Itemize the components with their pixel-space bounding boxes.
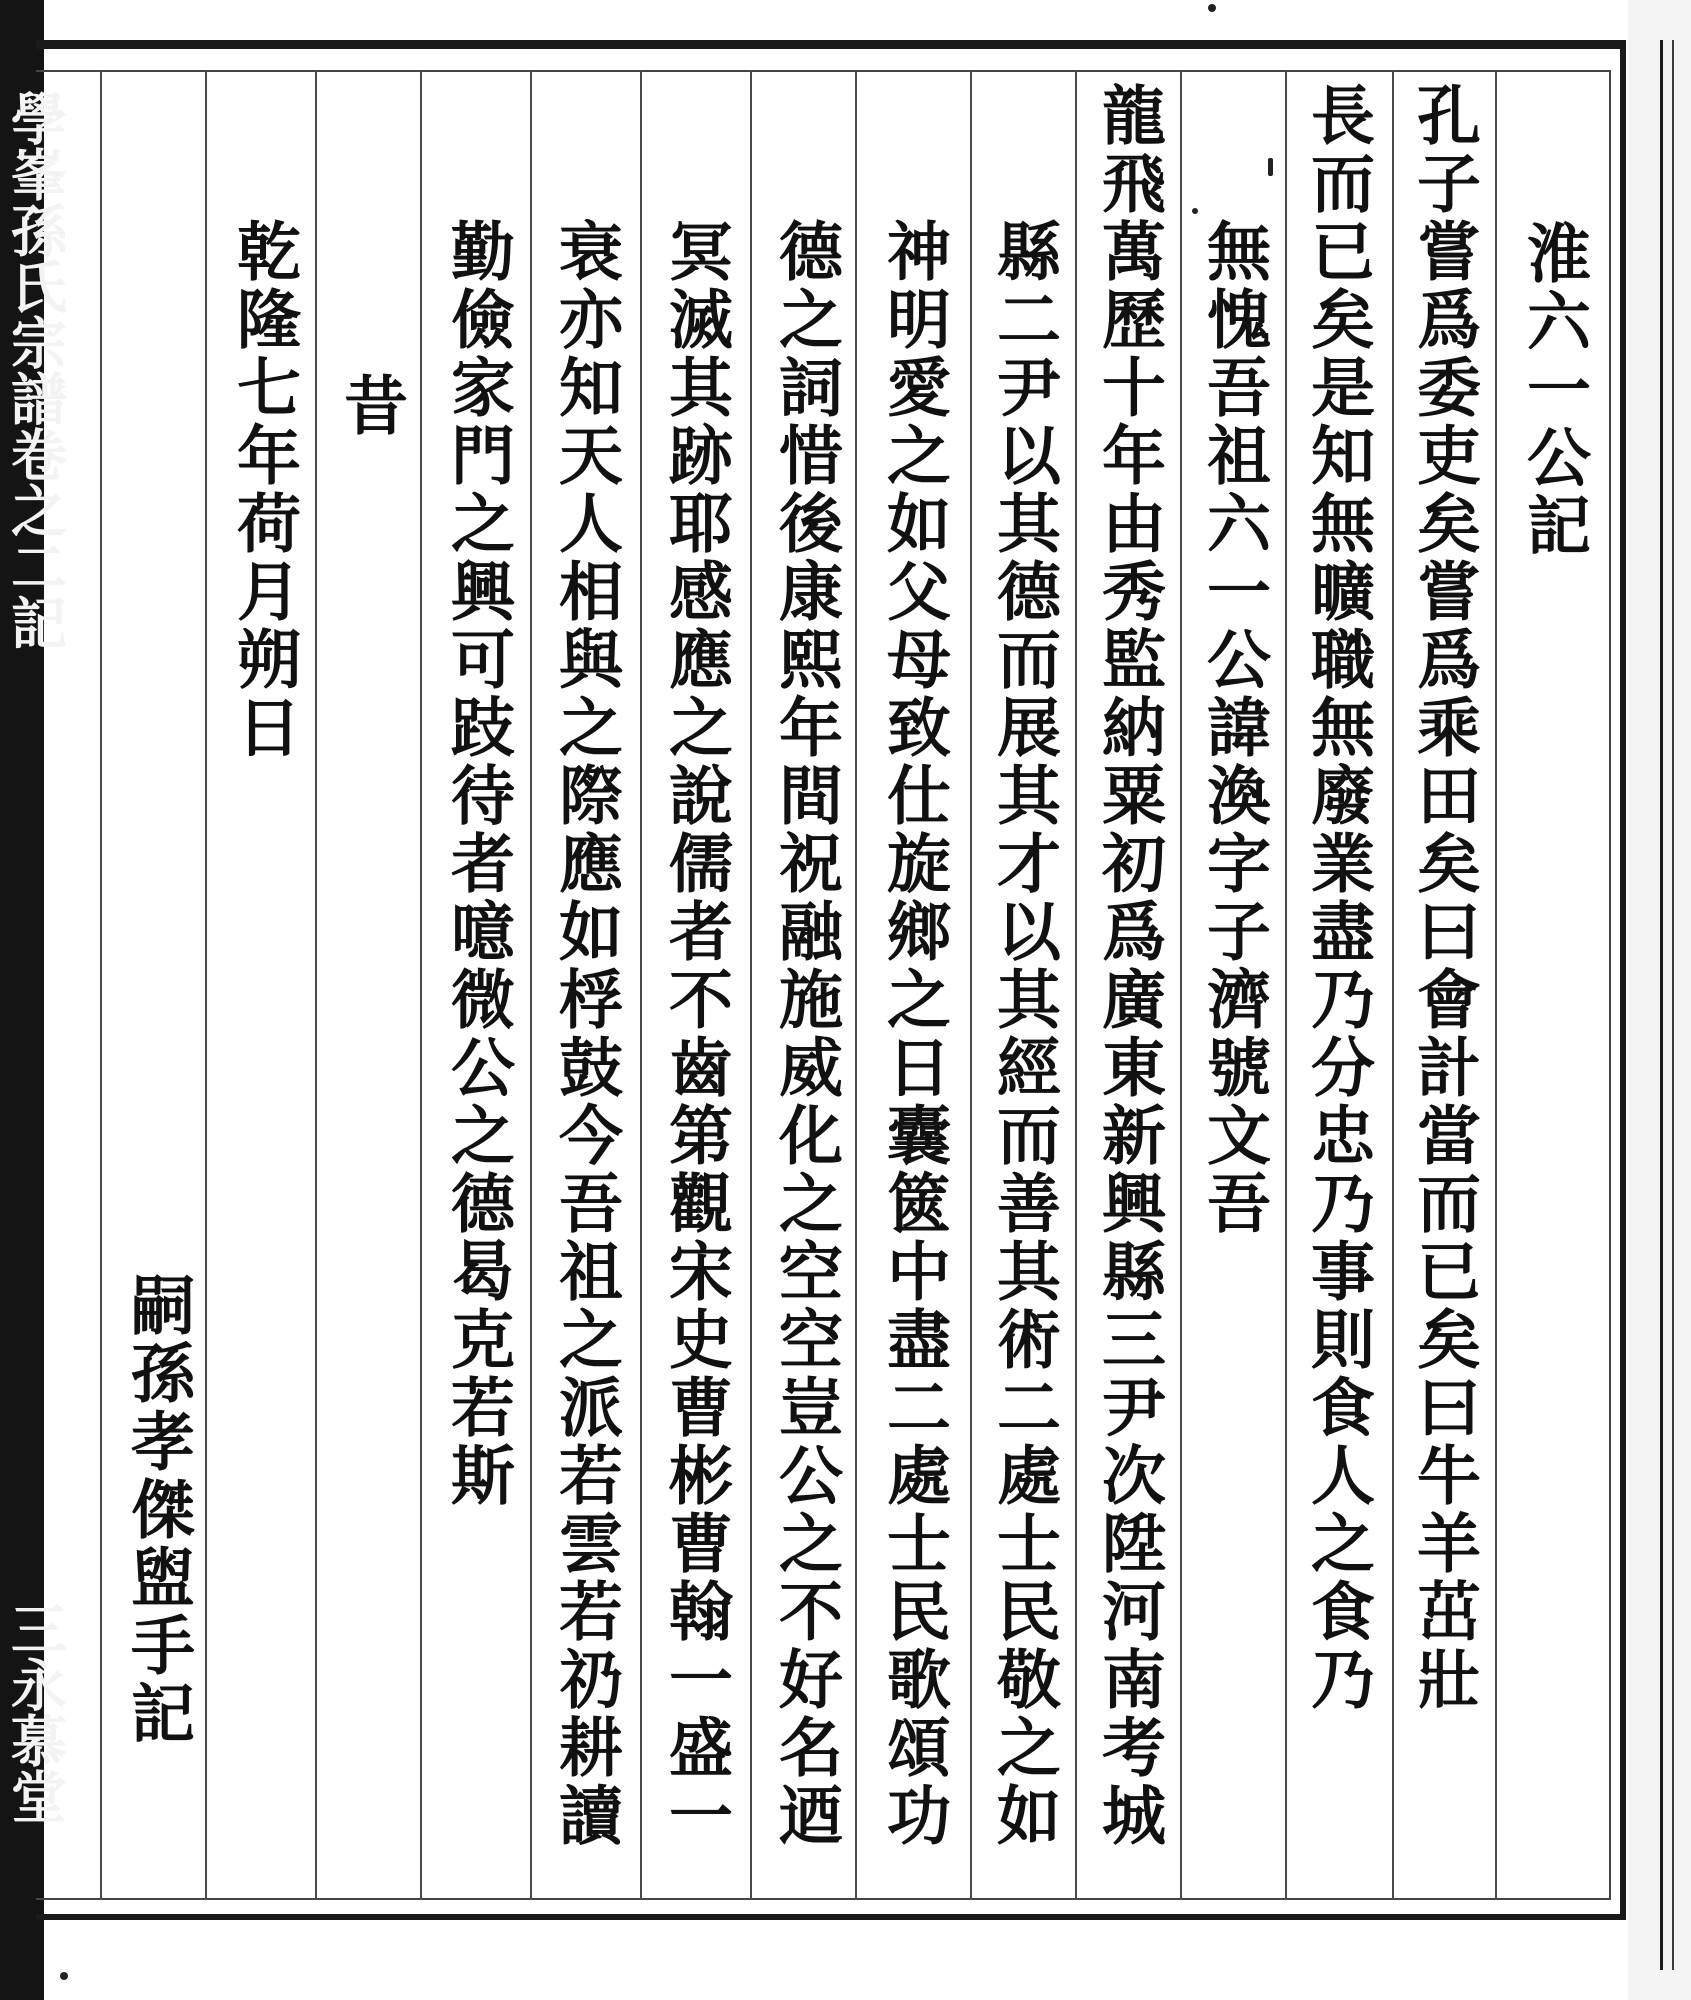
signature: 嗣孫孝傑盥手記 <box>120 1272 195 1748</box>
column-rule <box>1392 70 1394 1900</box>
text-column-10: 勤儉家門之興可跂待者噫微公之德曷克若斯 <box>440 218 515 1510</box>
column-rule <box>1075 70 1077 1900</box>
text-column-3: 無愧吾祖六一公諱渙字子濟號文吾 <box>1196 218 1271 1238</box>
text-column-7: 德之詞惜後康熙年間祝融施威化之空空豈公之不好名迺 <box>768 218 843 1850</box>
column-rule <box>205 70 207 1900</box>
column-rule <box>1285 70 1287 1900</box>
column-rule <box>315 70 317 1900</box>
scan-speck <box>60 1972 68 1980</box>
right-edge-rule-inner <box>1672 40 1674 1970</box>
text-column-2: 長而已矣是知無曠職無廢業盡乃分忠乃事則食人之食乃 <box>1300 82 1375 1714</box>
column-rule <box>855 70 857 1900</box>
column-rule <box>970 70 972 1900</box>
column-rule <box>640 70 642 1900</box>
text-column-11: 昔 <box>333 372 408 440</box>
margin-book-title <box>0 90 70 650</box>
margin-title-text: 學峯孫氏宗譜 <box>2 90 68 426</box>
column-rule <box>750 70 752 1900</box>
column-rule <box>420 70 422 1900</box>
text-column-6: 神明愛之如父母致仕旋鄉之日囊篋中盡二處士民歌頌功 <box>876 218 951 1850</box>
text-column-1: 孔子嘗爲委吏矣嘗爲乘田矣曰會計當而已矣曰牛羊茁壯 <box>1406 82 1481 1714</box>
margin-volume-text: 卷之二 <box>2 426 68 594</box>
scan-speck <box>1208 4 1216 12</box>
right-edge-rule <box>1660 40 1663 1970</box>
margin-section-text: 記 <box>2 594 68 650</box>
scan-speck <box>1192 208 1198 214</box>
text-column-4: 龍飛萬歷十年由秀監納粟初爲廣東新興縣三尹次陞河南考城 <box>1091 82 1166 1850</box>
column-rule <box>1180 70 1182 1900</box>
margin-page-number: 三 <box>2 1600 68 1656</box>
column-rule <box>530 70 532 1900</box>
column-rule <box>1495 70 1497 1900</box>
column-rule <box>100 70 102 1900</box>
margin-hall-name: 永慕堂 <box>2 1656 68 1824</box>
scan-speck <box>1268 158 1273 176</box>
document-title: 淮六一公記 <box>1516 220 1591 560</box>
text-column-9: 衰亦知天人相與之際應如桴鼓今吾祖之派若雲若礽耕讀 <box>548 218 623 1850</box>
margin-footer <box>0 1600 70 1824</box>
text-column-8: 冥滅其跡耶感應之說儒者不齒第觀宋史曹彬曹翰一盛一 <box>658 218 733 1850</box>
text-column-5: 縣二尹以其德而展其才以其經而善其術二處士民敬之如 <box>986 218 1061 1850</box>
date-column: 乾隆七年荷月朔日 <box>226 218 301 762</box>
